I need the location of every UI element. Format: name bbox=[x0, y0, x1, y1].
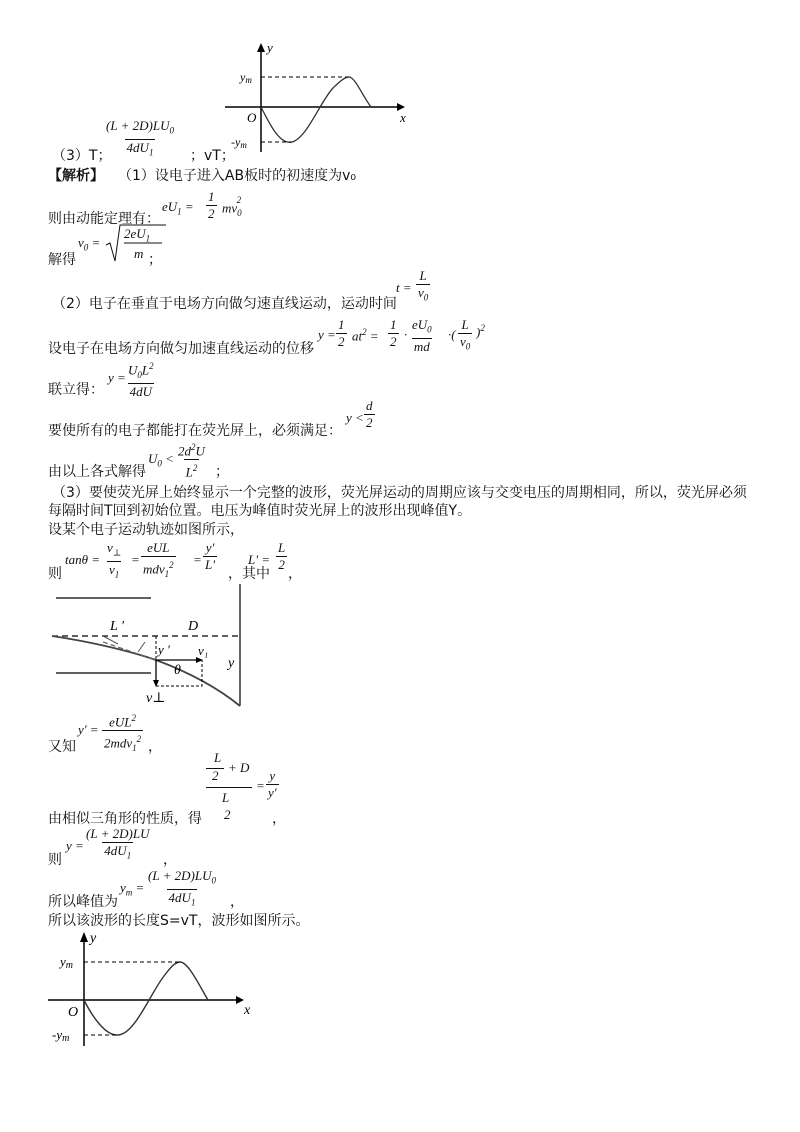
comma-4: ， bbox=[163, 852, 177, 868]
sine-curve bbox=[84, 962, 208, 1035]
where-text: ，其中 bbox=[228, 566, 270, 582]
formula-tan: tanθ = $\frac{v_\perp}{v_1}$ = eUL mdv$_1^2$ = $\frac{y'}{L'}$ bbox=[65, 540, 245, 580]
label-v1: v₁ bbox=[198, 643, 209, 658]
label-y: y bbox=[228, 656, 235, 671]
result-text: 由以上各式解得 bbox=[48, 464, 146, 480]
semicolon-2: ； bbox=[215, 464, 229, 480]
label-D: D bbox=[188, 619, 199, 634]
y-axis-arrow-icon bbox=[257, 43, 265, 52]
similar-triangles-text: 由相似三角形的性质，得 bbox=[48, 811, 202, 827]
answer-3-label: （3）T； bbox=[52, 148, 112, 164]
comma-1: ， bbox=[288, 566, 302, 582]
comma-2: ， bbox=[148, 739, 162, 755]
solve-text-1: 解得 bbox=[48, 252, 76, 268]
label-yprime: y ′ bbox=[158, 642, 170, 657]
label-theta: θ bbox=[174, 663, 181, 678]
wave-length-text: 所以该波形的长度S=vT，波形如图所示。 bbox=[48, 913, 310, 929]
peak-text: 所以峰值为 bbox=[48, 894, 118, 910]
neg-ym-label: -ym bbox=[52, 1027, 70, 1044]
answer-3-vt: ；vT； bbox=[190, 148, 235, 164]
origin-label: O bbox=[68, 1005, 79, 1020]
ym-label: ym bbox=[240, 70, 252, 85]
x-axis-label: x bbox=[400, 110, 406, 125]
waveform-graph-top bbox=[225, 40, 410, 155]
energy-theorem-text: 则由动能定理有： bbox=[48, 211, 160, 227]
neg-ym-label: -ym bbox=[231, 135, 247, 150]
combine-text: 联立得： bbox=[48, 382, 104, 398]
y-axis-label: y bbox=[267, 40, 273, 55]
formula-similar: L 2 + D L 2 = $\frac{y}{y'}$ bbox=[206, 750, 286, 830]
label-vperp: v⊥ bbox=[146, 691, 166, 706]
y-axis-label: y bbox=[90, 931, 97, 946]
sine-curve bbox=[261, 77, 371, 142]
semicolon-1: ； bbox=[148, 252, 162, 268]
condition-text: 要使所有的电子都能打在荧光屏上，必须满足： bbox=[48, 423, 342, 439]
displacement-text: 设电子在电场方向做匀加速直线运动的位移 bbox=[48, 341, 314, 357]
x-axis-arrow-icon bbox=[236, 996, 244, 1004]
then-text: 则 bbox=[48, 566, 62, 582]
analysis-step-3-cont: 每隔时间T回到初始位置。电压为峰值时荧光屏上的波形出现峰值Y。 bbox=[48, 503, 472, 519]
trajectory-diagram bbox=[48, 580, 248, 710]
analysis-step-1: （1）设电子进入AB板时的初速度为v₀ bbox=[118, 168, 356, 184]
origin-label: O bbox=[247, 110, 257, 125]
comma-5: ， bbox=[230, 894, 244, 910]
formula-ym-answer: $\frac{(L + 2D)LU_0}{4dU_1}$ bbox=[104, 118, 176, 160]
formula-v0: $v_0$ = $2eU_1$ m bbox=[78, 223, 168, 263]
trajectory-text: 设某个电子运动轨迹如图所示， bbox=[48, 522, 244, 538]
formula-displacement: y = $\frac{1}{2}$ $at^2$ = $\frac{1}{2}$ · $\frac{eU_0}{md}$ ·( $\frac{L}{v_0}$ )$^2$ bbox=[318, 317, 485, 354]
waveform-graph-bottom bbox=[48, 928, 263, 1048]
label-lprime: L ′ bbox=[110, 619, 125, 634]
also-known-text: 又知 bbox=[48, 739, 76, 755]
comma-3: ， bbox=[272, 811, 286, 827]
analysis-heading: 【解析】 bbox=[48, 168, 104, 184]
x-axis-label: x bbox=[244, 1003, 251, 1018]
y-axis-arrow-icon bbox=[80, 932, 88, 942]
analysis-step-2: （2）电子在垂直于电场方向做匀速直线运动，运动时间 bbox=[52, 296, 397, 312]
analysis-step-3: （3）要使荧光屏上始终显示一个完整的波形，荧光屏运动的周期应该与交变电压的周期相同，所以，荧光屏必须 bbox=[52, 485, 747, 501]
ym-label: ym bbox=[60, 954, 74, 971]
then-text-2: 则 bbox=[48, 852, 62, 868]
